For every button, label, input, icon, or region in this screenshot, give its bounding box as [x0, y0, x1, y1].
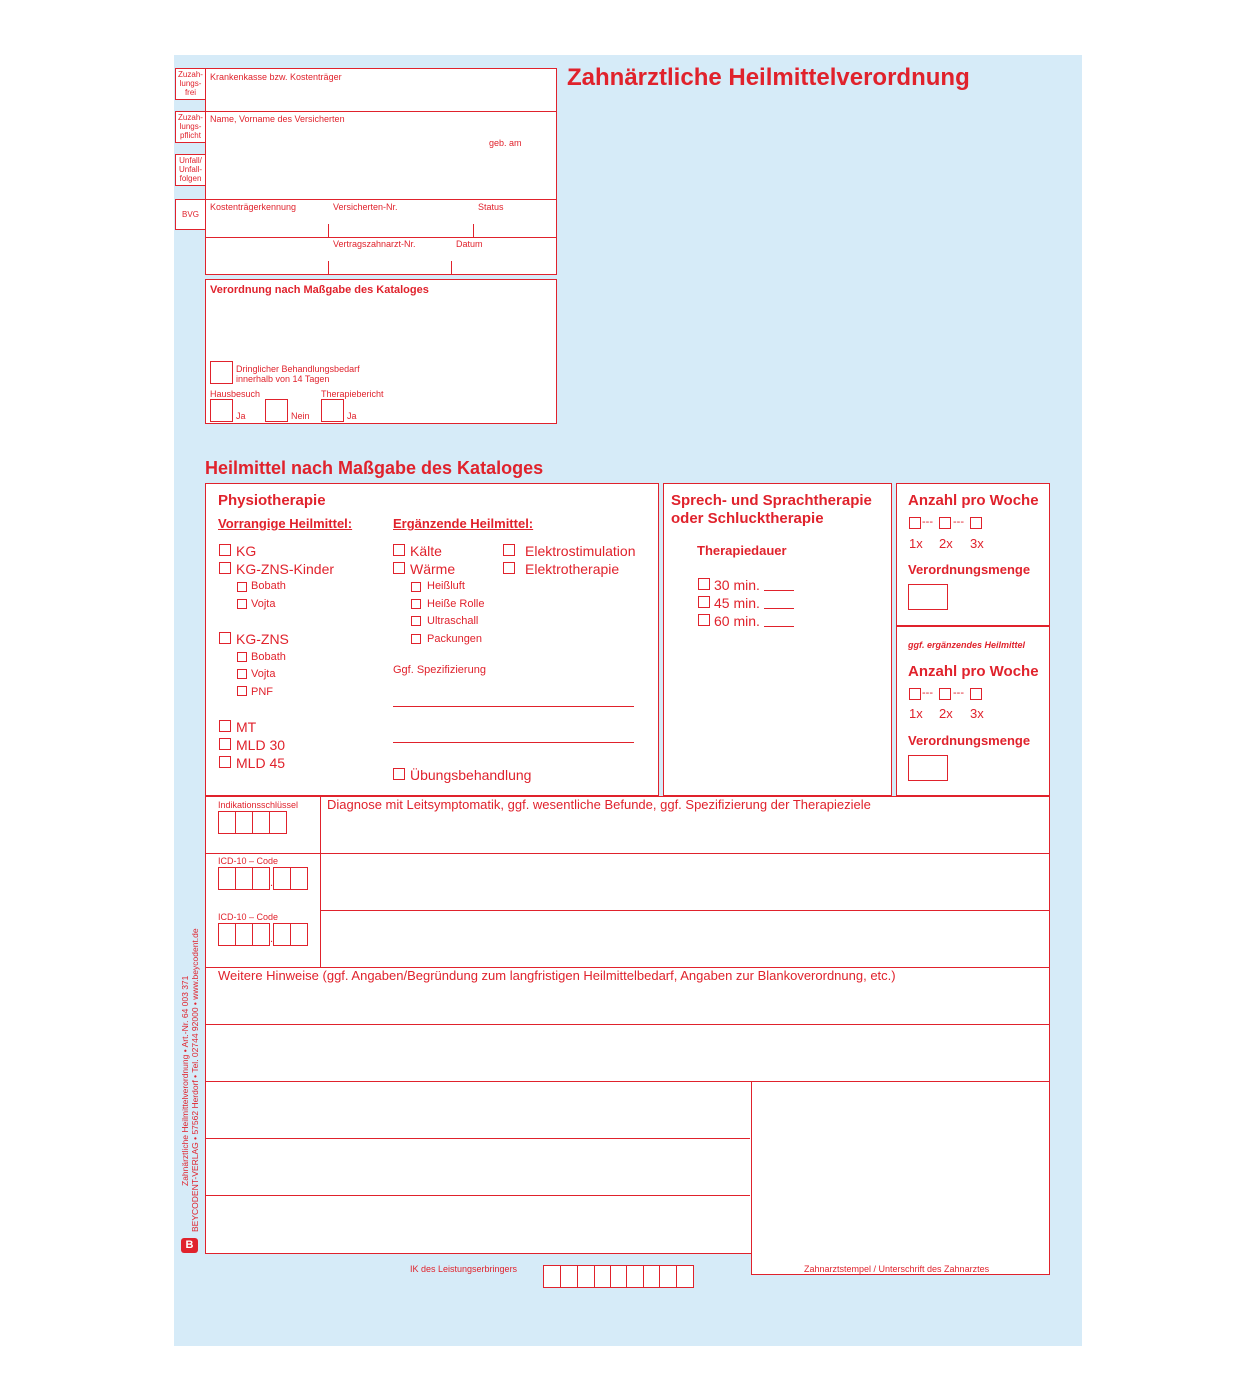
- therapy-report-label: Therapiebericht: [321, 389, 384, 399]
- icd-code-label-2: ICD-10 – Code: [218, 912, 279, 922]
- indication-key-cell[interactable]: [269, 811, 287, 834]
- mt-checkbox[interactable]: [219, 720, 231, 732]
- divider: [205, 1024, 1050, 1025]
- freq-1x-checkbox[interactable]: [909, 517, 921, 529]
- kaelte-label: Kälte: [410, 543, 442, 559]
- indication-key-label: Indikationsschlüssel: [218, 800, 299, 810]
- freq-dash: ---: [922, 516, 933, 528]
- kinder-bobath-checkbox[interactable]: [237, 582, 247, 592]
- icd-code-1-cell[interactable]: [235, 867, 253, 890]
- box-zuzahlungsfrei[interactable]: [175, 68, 206, 100]
- ik-cell[interactable]: [626, 1265, 644, 1288]
- zns-pnf-label: PNF: [251, 686, 273, 698]
- uebungsbehandlung-checkbox[interactable]: [393, 768, 405, 780]
- duration-30-checkbox[interactable]: [698, 578, 710, 590]
- stamp-signature-box[interactable]: [751, 1081, 1050, 1275]
- primary-remedies-title: Vorrangige Heilmittel:: [218, 516, 353, 531]
- specification-line-2[interactable]: [393, 742, 634, 743]
- icd-code-2-decimal: .: [270, 933, 274, 945]
- icd-code-2-cell[interactable]: [273, 923, 291, 946]
- duration-30-label: 30 min.: [714, 577, 760, 593]
- kg-label: KG: [236, 543, 257, 559]
- payer-id-label: Kostenträgerkennung: [210, 202, 297, 212]
- kg-zns-kinder-checkbox[interactable]: [219, 562, 231, 574]
- waerme-checkbox[interactable]: [393, 562, 405, 574]
- publisher-line-2: BEYCODENT-VERLAG • 57562 Herdorf • Tel. 02744 92000 • www.beycodent.de: [190, 928, 200, 1232]
- divider: [205, 199, 557, 200]
- box-bvg[interactable]: [175, 199, 206, 230]
- tick: [473, 224, 474, 237]
- frequency-title: Anzahl pro Woche: [908, 492, 1039, 509]
- dentist-number-label: Vertragszahnarzt-Nr.: [333, 239, 416, 249]
- zns-vojta-label: Vojta: [251, 668, 276, 680]
- freq-1x-label: 1x: [909, 536, 923, 551]
- divider: [320, 910, 1050, 911]
- ik-cell[interactable]: [543, 1265, 561, 1288]
- supplementary-amount-input[interactable]: [908, 755, 948, 781]
- elektrostimulation-label: Elektrostimulation: [525, 543, 636, 559]
- divider: [205, 111, 557, 112]
- supplementary-frequency-title: Anzahl pro Woche: [908, 663, 1039, 680]
- publisher-line-1: Zahnärztliche Heilmittelverordnung • Art.-Nr. 64 003 371: [180, 975, 190, 1186]
- divider: [205, 1138, 750, 1139]
- elektrotherapie-label: Elektrotherapie: [525, 561, 620, 577]
- supp-freq-dash: ---: [953, 687, 964, 699]
- zns-bobath-label: Bobath: [251, 651, 286, 663]
- icd-code-label-1: ICD-10 – Code: [218, 856, 279, 866]
- icd-code-2-cell[interactable]: [290, 923, 308, 946]
- indication-key-cell[interactable]: [235, 811, 253, 834]
- ik-cell[interactable]: [659, 1265, 677, 1288]
- duration-45-checkbox[interactable]: [698, 596, 710, 608]
- diagnosis-label: Diagnose mit Leitsymptomatik, ggf. wesentliche Befunde, ggf. Spezifizierung der Therapieziele: [327, 797, 871, 812]
- heissluft-checkbox[interactable]: [411, 582, 421, 592]
- elektrotherapie-checkbox[interactable]: [503, 562, 515, 574]
- kg-zns-label: KG-ZNS: [236, 631, 289, 647]
- mt-label: MT: [236, 719, 257, 735]
- icd-code-1-cell[interactable]: [252, 867, 270, 890]
- supp-freq-dash: ---: [922, 687, 933, 699]
- duration-45-label: 45 min.: [714, 595, 760, 611]
- amount-title: Verordnungsmenge: [908, 562, 1031, 577]
- mld30-label: MLD 30: [236, 737, 286, 753]
- kinder-vojta-checkbox[interactable]: [237, 599, 247, 609]
- prescription-box: [205, 279, 557, 424]
- freq-2x-checkbox[interactable]: [939, 517, 951, 529]
- mld45-label: MLD 45: [236, 755, 286, 771]
- secondary-remedies-title: Ergänzende Heilmittel:: [393, 516, 534, 531]
- urgent-checkbox[interactable]: [210, 361, 233, 384]
- speech-title-line2: oder Schlucktherapie: [671, 510, 824, 527]
- ultraschall-label: Ultraschall: [427, 615, 479, 627]
- therapy-duration-title: Therapiedauer: [697, 543, 787, 558]
- heisse-rolle-label: Heiße Rolle: [427, 598, 485, 610]
- birthdate-label: geb. am: [489, 138, 522, 148]
- speech-title-line1: Sprech- und Sprachtherapie: [671, 492, 872, 509]
- heisse-rolle-checkbox[interactable]: [411, 599, 421, 609]
- icd-code-1-decimal: .: [270, 877, 274, 889]
- duration-60-label: 60 min.: [714, 613, 760, 629]
- supplementary-label: ggf. ergänzendes Heilmittel: [908, 640, 1026, 650]
- duration-60-line[interactable]: [764, 626, 794, 627]
- waerme-label: Wärme: [410, 561, 456, 577]
- therapy-report-yes-checkbox[interactable]: [321, 399, 344, 422]
- kinder-vojta-label: Vojta: [251, 598, 276, 610]
- zns-vojta-checkbox[interactable]: [237, 669, 247, 679]
- duration-60-checkbox[interactable]: [698, 614, 710, 626]
- box-unfall[interactable]: [175, 154, 206, 186]
- ultraschall-checkbox[interactable]: [411, 616, 421, 626]
- home-visit-yes-label: Ja: [236, 411, 246, 421]
- stamp-signature-label: Zahnarztstempel / Unterschrift des Zahnarztes: [804, 1264, 990, 1274]
- date-label: Datum: [456, 239, 483, 249]
- publisher-logo: B: [181, 1238, 198, 1253]
- home-visit-no-checkbox[interactable]: [265, 399, 288, 422]
- divider: [320, 796, 321, 967]
- specification-line-1[interactable]: [393, 706, 634, 707]
- freq-3x-checkbox[interactable]: [970, 517, 982, 529]
- therapy-report-yes-label: Ja: [347, 411, 357, 421]
- ik-cell[interactable]: [676, 1265, 694, 1288]
- duration-45-line[interactable]: [764, 608, 794, 609]
- supp-freq-1x-checkbox[interactable]: [909, 688, 921, 700]
- form-title: Zahnärztliche Heilmittelverordnung: [567, 64, 970, 91]
- indication-key-cell[interactable]: [218, 811, 236, 834]
- duration-30-line[interactable]: [764, 590, 794, 591]
- tick: [328, 261, 329, 275]
- supp-freq-3x-checkbox[interactable]: [970, 688, 982, 700]
- status-label: Status: [478, 202, 504, 212]
- supp-freq-1x-label: 1x: [909, 706, 923, 721]
- zns-pnf-checkbox[interactable]: [237, 686, 247, 696]
- speech-therapy-box: [663, 483, 892, 796]
- amount-input[interactable]: [908, 584, 948, 610]
- elektrostimulation-checkbox[interactable]: [503, 544, 515, 556]
- home-visit-no-label: Nein: [291, 411, 310, 421]
- freq-dash: ---: [953, 516, 964, 528]
- packungen-checkbox[interactable]: [411, 634, 421, 644]
- freq-3x-label: 3x: [970, 536, 984, 551]
- zuzahlungsfrei-label: Zuzah- lungs- frei: [178, 70, 203, 97]
- further-notes-label: Weitere Hinweise (ggf. Angaben/Begründung zum langfristigen Heilmittelbedarf, Angaben zur Blankoverordnung, etc.): [218, 968, 896, 983]
- supp-freq-3x-label: 3x: [970, 706, 984, 721]
- supplementary-amount-title: Verordnungsmenge: [908, 733, 1031, 748]
- heissluft-label: Heißluft: [427, 580, 465, 592]
- freq-2x-label: 2x: [939, 536, 953, 551]
- urgent-label-line1: Dringlicher Behandlungsbedarf: [236, 364, 360, 374]
- bvg-label: BVG: [182, 210, 199, 219]
- mld45-checkbox[interactable]: [219, 756, 231, 768]
- urgent-label-line2: innerhalb von 14 Tagen: [236, 374, 330, 384]
- box-zuzahlungspflicht[interactable]: [175, 111, 206, 143]
- icd-code-2-cell[interactable]: [235, 923, 253, 946]
- home-visit-yes-checkbox[interactable]: [210, 399, 233, 422]
- divider: [205, 1195, 750, 1196]
- indication-key-cell[interactable]: [252, 811, 270, 834]
- section-title: Heilmittel nach Maßgabe des Kataloges: [205, 458, 544, 478]
- kg-zns-checkbox[interactable]: [219, 632, 231, 644]
- specification-label: Ggf. Spezifizierung: [393, 664, 486, 676]
- insured-name-label: Name, Vorname des Versicherten: [210, 114, 345, 124]
- kg-zns-kinder-label: KG-ZNS-Kinder: [236, 561, 335, 577]
- kaelte-checkbox[interactable]: [393, 544, 405, 556]
- ik-cell[interactable]: [577, 1265, 595, 1288]
- unfall-label: Unfall/ Unfall- folgen: [178, 156, 203, 183]
- kinder-bobath-label: Bobath: [251, 580, 286, 592]
- icd-code-2-cell[interactable]: [218, 923, 236, 946]
- tick: [451, 261, 452, 275]
- icd-code-2-cell[interactable]: [252, 923, 270, 946]
- prescription-title: Verordnung nach Maßgabe des Kataloges: [210, 284, 429, 296]
- mld30-checkbox[interactable]: [219, 738, 231, 750]
- ik-cell[interactable]: [560, 1265, 578, 1288]
- uebungsbehandlung-label: Übungsbehandlung: [410, 767, 532, 783]
- packungen-label: Packungen: [427, 633, 483, 645]
- icd-code-1-cell[interactable]: [290, 867, 308, 890]
- ik-label: IK des Leistungserbringers: [410, 1264, 518, 1274]
- home-visit-label: Hausbesuch: [210, 389, 261, 399]
- icd-code-1-cell[interactable]: [273, 867, 291, 890]
- zns-bobath-checkbox[interactable]: [237, 652, 247, 662]
- tick: [328, 224, 329, 237]
- divider: [205, 853, 1050, 854]
- insurer-label: Krankenkasse bzw. Kostenträger: [210, 72, 342, 82]
- kg-checkbox[interactable]: [219, 544, 231, 556]
- insured-number-label: Versicherten-Nr.: [333, 202, 398, 212]
- supp-freq-2x-checkbox[interactable]: [939, 688, 951, 700]
- physiotherapy-title: Physiotherapie: [218, 492, 326, 509]
- icd-code-1-cell[interactable]: [218, 867, 236, 890]
- supp-freq-2x-label: 2x: [939, 706, 953, 721]
- divider: [205, 237, 557, 238]
- zuzahlungspflicht-label: Zuzah- lungs- pflicht: [178, 113, 203, 140]
